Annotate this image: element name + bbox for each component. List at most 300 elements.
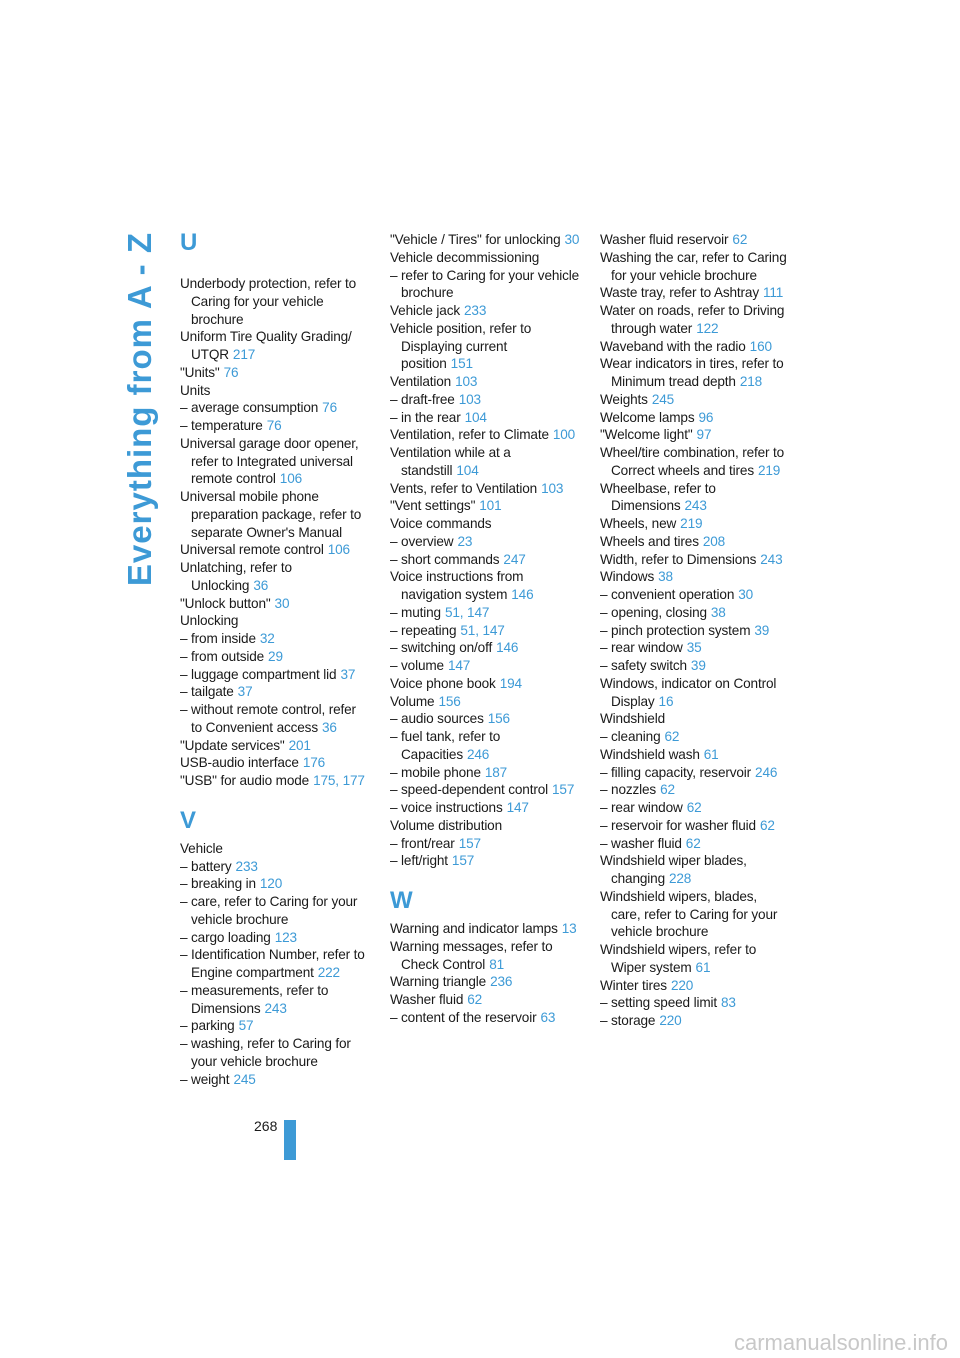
index-entry-text: Volume distribution xyxy=(390,817,503,833)
index-entry-text: Universal remote control xyxy=(180,542,324,558)
index-entry-text: USB-audio interface xyxy=(180,755,299,771)
page-reference-link[interactable]: 100 xyxy=(552,427,576,443)
page-reference-link[interactable]: 29 xyxy=(268,648,283,664)
index-entry-text: – care, refer to Caring for your vehicle brochure xyxy=(180,894,358,927)
index-entry-text: Warning and indicator lamps xyxy=(390,921,558,936)
index-entry-text: "Vent settings" xyxy=(390,498,476,514)
page-reference-link[interactable]: 236 xyxy=(490,974,513,990)
page-ref-separator: , xyxy=(335,773,343,788)
page-reference-link[interactable]: 175 xyxy=(313,773,336,788)
index-entry xyxy=(600,604,790,622)
index-entry xyxy=(600,426,790,444)
page-reference-link[interactable]: 76 xyxy=(322,400,337,416)
page-reference-link[interactable]: 157 xyxy=(458,835,481,851)
page-reference-link[interactable]: 233 xyxy=(464,303,487,318)
index-entry xyxy=(390,426,580,444)
page-reference-link[interactable]: 233 xyxy=(235,858,258,874)
index-entry-text: – breaking in xyxy=(180,876,256,892)
index-entry xyxy=(390,249,580,267)
page-reference-link[interactable]: 32 xyxy=(259,631,275,646)
page-reference-link[interactable]: 36 xyxy=(321,719,337,735)
index-entry xyxy=(180,275,370,328)
index-entry-text: – filling capacity, reservoir xyxy=(600,764,752,780)
index-entry-text: Unlocking xyxy=(180,613,239,629)
index-entry xyxy=(600,533,790,551)
index-entry-text: Voice instructions from navigation system xyxy=(390,569,524,602)
page-reference-link[interactable]: 76 xyxy=(266,418,282,433)
page-reference-link[interactable]: 13 xyxy=(561,921,577,936)
index-entry-text: Ventilation xyxy=(390,374,452,389)
index-entry xyxy=(390,622,580,640)
index-entry xyxy=(600,888,790,941)
page-reference-link[interactable]: 228 xyxy=(668,871,692,886)
page-reference-link[interactable]: 97 xyxy=(696,427,712,443)
index-entry xyxy=(390,835,580,853)
index-entry-text: – speed-dependent control xyxy=(390,782,548,798)
index-entry-text: – from outside xyxy=(180,648,265,664)
page-reference-link[interactable]: 104 xyxy=(464,409,487,425)
page-reference-link[interactable]: 208 xyxy=(702,533,726,549)
index-entry xyxy=(390,991,580,1009)
page-reference-link[interactable]: 106 xyxy=(279,471,303,487)
index-entry xyxy=(600,586,790,604)
page-reference-link[interactable]: 176 xyxy=(302,755,326,771)
index-entry xyxy=(180,772,370,790)
index-entry-text: Wheels, new xyxy=(600,516,677,531)
section-title: Everything from A - Z xyxy=(121,232,158,587)
index-entry xyxy=(180,666,370,684)
page-reference-link[interactable]: 220 xyxy=(670,977,694,993)
index-entry xyxy=(390,710,580,728)
index-entry xyxy=(180,488,370,541)
index-entry xyxy=(600,355,790,391)
page-reference-link[interactable]: 37 xyxy=(237,684,253,700)
index-entry-text: Warning triangle xyxy=(390,974,487,990)
index-entry xyxy=(600,568,790,586)
page-reference-link[interactable]: 62 xyxy=(685,835,701,851)
index-entry xyxy=(390,781,580,799)
page-reference-link[interactable]: 30 xyxy=(738,587,754,602)
index-entry xyxy=(600,835,790,853)
index-entry-text: – tailgate xyxy=(180,684,234,700)
page-reference-link[interactable]: 38 xyxy=(658,569,673,585)
index-entry-text: – measurements, refer to Dimensions xyxy=(180,982,329,1016)
page-reference-link[interactable]: 104 xyxy=(456,462,479,478)
index-entry-text: – short commands xyxy=(390,551,500,567)
index-entry xyxy=(390,391,580,409)
index-entry xyxy=(600,764,790,782)
page-reference-link[interactable]: 23 xyxy=(457,533,473,549)
index-entry xyxy=(390,302,580,320)
page-ref-separator: , xyxy=(459,604,468,620)
index-entry xyxy=(600,480,790,516)
index-entry-text: – setting speed limit xyxy=(600,995,717,1011)
index-entry-text: Windshield wiper blades, changing xyxy=(600,853,747,886)
page-reference-link[interactable]: 30 xyxy=(564,232,580,247)
page-reference-link[interactable]: 120 xyxy=(259,876,283,892)
index-entry xyxy=(390,938,580,974)
page-reference-link[interactable]: 217 xyxy=(232,347,256,362)
index-entry-text: Windshield xyxy=(600,711,665,727)
index-entry-text: Width, refer to Dimensions xyxy=(600,551,757,567)
index-entry-text: Windshield wash xyxy=(600,746,700,762)
index-entry xyxy=(600,1012,790,1030)
index-entry xyxy=(390,480,580,498)
page-reference-link[interactable]: 101 xyxy=(479,498,502,514)
page-reference-link[interactable]: 147 xyxy=(482,622,505,638)
page-reference-link[interactable]: 246 xyxy=(755,764,778,780)
index-entry-text: – washer fluid xyxy=(600,835,682,851)
index-entry-text: Wheelbase, refer to Dimensions xyxy=(600,480,716,514)
page-reference-link[interactable]: 157 xyxy=(451,853,475,869)
index-entry-text: – mobile phone xyxy=(390,764,481,780)
index-column-3 xyxy=(600,231,790,1030)
watermark: carmanualsonline.info xyxy=(733,1330,948,1355)
index-entry xyxy=(180,541,370,559)
page-reference-link[interactable]: 103 xyxy=(458,391,481,407)
index-entry xyxy=(390,817,580,835)
index-entry-text: Uniform Tire Quality Grading/ UTQR xyxy=(180,329,352,362)
index-entry-text: – Identification Number, refer to Engine compartment xyxy=(180,947,365,980)
index-entry xyxy=(180,982,370,1018)
page-reference-link[interactable]: 51 xyxy=(444,604,460,620)
index-entry xyxy=(390,604,580,622)
index-entry xyxy=(390,728,580,764)
page-reference-link[interactable]: 123 xyxy=(274,929,297,945)
index-entry xyxy=(180,840,370,858)
page-reference-link[interactable]: 62 xyxy=(664,729,680,744)
page-reference-link[interactable]: 160 xyxy=(749,338,772,354)
index-entry xyxy=(390,231,580,249)
index-entry-text: – rear window xyxy=(600,640,683,656)
index-entry xyxy=(390,533,580,551)
index-entry-text: Wheel/tire combination, refer to Correct wheels and tires xyxy=(600,445,785,478)
page-reference-link[interactable]: 103 xyxy=(541,480,564,496)
index-entry xyxy=(180,648,370,666)
index-entry-text: – in the rear xyxy=(390,409,461,425)
index-entry xyxy=(390,693,580,711)
index-entry-text: Waste tray, refer to Ashtray xyxy=(600,285,759,301)
index-entry-text: – left/right xyxy=(390,853,448,869)
index-entry xyxy=(600,551,790,569)
index-entry xyxy=(390,799,580,817)
index-entry-text: – battery xyxy=(180,858,232,874)
index-entry xyxy=(390,320,580,373)
index-entry-text: – switching on/off xyxy=(390,640,493,656)
index-entry-text: Vehicle xyxy=(180,840,223,856)
index-entry xyxy=(600,231,790,249)
page-marker-bar xyxy=(284,1120,296,1160)
page-number: 268 xyxy=(254,1118,278,1134)
index-entry xyxy=(600,391,790,409)
page-reference-link[interactable]: 16 xyxy=(658,693,674,709)
index-entry xyxy=(390,444,580,480)
index-entry xyxy=(600,515,790,533)
index-entry xyxy=(180,929,370,947)
index-entry xyxy=(600,781,790,799)
page-reference-link[interactable]: 62 xyxy=(686,800,702,815)
index-entry-text: Vehicle decommissioning xyxy=(390,249,540,265)
index-entry-text: Vents, refer to Ventilation xyxy=(390,480,538,496)
index-entry xyxy=(180,417,370,435)
page-reference-link[interactable]: 245 xyxy=(233,1071,256,1087)
index-entry xyxy=(180,559,370,595)
index-entry xyxy=(600,817,790,835)
index-entry xyxy=(600,746,790,764)
index-entry xyxy=(390,497,580,515)
page-reference-link[interactable]: 36 xyxy=(253,577,269,593)
page-reference-link[interactable]: 83 xyxy=(721,995,736,1011)
index-entry-text: Underbody protection, refer to Caring for your vehicle brochure xyxy=(180,276,357,327)
page-reference-link[interactable]: 62 xyxy=(467,992,483,1007)
index-entry-text: Wheels and tires xyxy=(600,533,699,549)
index-entry-text: "Units" xyxy=(180,364,220,380)
page-reference-link[interactable]: 63 xyxy=(540,1009,556,1025)
index-entry-text: Voice phone book xyxy=(390,675,496,691)
page-reference-link[interactable]: 38 xyxy=(710,604,726,620)
page-reference-link[interactable]: 157 xyxy=(552,782,575,798)
index-entry xyxy=(390,675,580,693)
page-reference-link[interactable]: 111 xyxy=(762,285,784,301)
page-reference-link[interactable]: 245 xyxy=(651,391,675,407)
index-entry xyxy=(600,852,790,888)
page-reference-link[interactable]: 51 xyxy=(460,622,476,638)
index-entry xyxy=(180,858,370,876)
page-reference-link[interactable]: 247 xyxy=(503,551,526,567)
index-entry xyxy=(180,701,370,737)
index-entry xyxy=(180,382,370,400)
index-entry-text: – voice instructions xyxy=(390,800,503,815)
index-entry-text: Windshield wipers, blades, care, refer to Caring for your vehicle brochure xyxy=(600,888,778,940)
index-entry-text: – refer to Caring for your vehicle brochure xyxy=(390,267,580,301)
page-reference-link[interactable]: 106 xyxy=(327,542,350,558)
index-entry xyxy=(390,568,580,604)
index-letter-heading: V xyxy=(180,806,196,834)
index-entry-text: – cleaning xyxy=(600,729,661,744)
page-reference-link[interactable]: 219 xyxy=(757,462,781,478)
index-entry-text: – fuel tank, refer to Capacities xyxy=(390,729,501,762)
index-entry-text: Welcome lamps xyxy=(600,409,695,425)
index-column-1 xyxy=(180,231,370,1088)
index-entry xyxy=(390,973,580,991)
index-entry-text: – content of the reservoir xyxy=(390,1009,537,1025)
index-entry xyxy=(180,946,370,982)
page-reference-link[interactable]: 62 xyxy=(660,782,675,798)
index-entry xyxy=(600,249,790,285)
index-entry xyxy=(180,630,370,648)
page-reference-link[interactable]: 122 xyxy=(696,320,719,336)
page-reference-link[interactable]: 147 xyxy=(447,658,471,673)
index-entry xyxy=(600,799,790,817)
page-reference-link[interactable]: 30 xyxy=(274,595,290,611)
index-entry xyxy=(180,328,370,364)
index-entry-text: – repeating xyxy=(390,622,457,638)
index-entry-text: – pinch protection system xyxy=(600,622,751,638)
index-entry xyxy=(600,622,790,640)
index-entry-text: Wear indicators in tires, refer to Minimum tread depth xyxy=(600,356,784,389)
index-entry-text: – draft-free xyxy=(390,391,455,407)
index-entry-text: Vehicle position, refer to Displaying current position xyxy=(390,320,532,372)
page-reference-link[interactable]: 37 xyxy=(340,666,356,682)
index-entry-text: Vehicle jack xyxy=(390,303,460,318)
page-reference-link[interactable]: 147 xyxy=(467,604,490,620)
index-entry-text: Windshield wipers, refer to Wiper system xyxy=(600,942,757,975)
index-entry-text: Windows xyxy=(600,569,655,585)
page-reference-link[interactable]: 61 xyxy=(703,746,719,762)
page-reference-link[interactable]: 177 xyxy=(342,773,365,788)
index-entry xyxy=(600,994,790,1012)
index-entry-text: – from inside xyxy=(180,631,256,646)
index-entry-text: Washer fluid xyxy=(390,992,464,1007)
index-entry-text: – washing, refer to Caring for your vehicle brochure xyxy=(180,1036,351,1069)
page-reference-link[interactable]: 219 xyxy=(680,516,703,531)
page-reference-link[interactable]: 39 xyxy=(690,658,706,673)
index-entry-text: – temperature xyxy=(180,418,263,433)
index-entry xyxy=(390,267,580,303)
page-reference-link[interactable]: 243 xyxy=(264,1000,287,1016)
index-letter-heading: W xyxy=(390,887,413,914)
index-entry xyxy=(180,737,370,755)
index-entry xyxy=(180,595,370,613)
index-entry xyxy=(180,435,370,488)
page-reference-link[interactable]: 222 xyxy=(317,965,340,980)
page-reference-link[interactable]: 187 xyxy=(484,764,508,780)
index-entry-text: – rear window xyxy=(600,800,683,815)
index-entry-text: Universal mobile phone preparation package, refer to separate Owner's Manual xyxy=(180,489,362,540)
page-reference-link[interactable]: 218 xyxy=(739,374,763,389)
index-entry-text: – average consumption xyxy=(180,400,319,416)
index-entry xyxy=(600,710,790,728)
index-entry xyxy=(180,399,370,417)
index-entry-text: – muting xyxy=(390,604,441,620)
page-reference-link[interactable]: 61 xyxy=(695,959,711,975)
index-entry-text: – nozzles xyxy=(600,782,657,798)
index-entry xyxy=(180,893,370,929)
page-reference-link[interactable]: 220 xyxy=(659,1013,682,1028)
index-entry-text: – without remote control, refer to Convenient access xyxy=(180,702,356,735)
page-reference-link[interactable]: 201 xyxy=(288,737,311,753)
index-entry xyxy=(390,551,580,569)
index-entry xyxy=(600,728,790,746)
index-entry-text: Voice commands xyxy=(390,516,492,531)
page-reference-link[interactable]: 146 xyxy=(496,640,519,656)
page-reference-link[interactable]: 96 xyxy=(698,409,714,425)
page-reference-link[interactable]: 243 xyxy=(760,551,783,567)
index-entry-text: "Update services" xyxy=(180,737,285,753)
page-reference-link[interactable]: 147 xyxy=(506,800,529,815)
page-reference-link[interactable]: 35 xyxy=(686,640,702,656)
index-entry xyxy=(600,338,790,356)
index-entry xyxy=(180,1035,370,1071)
index-entry-text: – parking xyxy=(180,1018,235,1034)
index-entry xyxy=(600,302,790,338)
index-entry-text: – convenient operation xyxy=(600,587,735,602)
index-entry-text: Winter tires xyxy=(600,977,667,993)
page-reference-link[interactable]: 62 xyxy=(732,232,748,247)
index-entry-text: Ventilation while at a standstill xyxy=(390,445,511,478)
index-entry-text: – storage xyxy=(600,1013,656,1028)
page-reference-link[interactable]: 76 xyxy=(223,364,239,380)
index-entry-text: "Vehicle / Tires" for unlocking xyxy=(390,232,561,247)
index-entry xyxy=(180,612,370,630)
page-reference-link[interactable]: 146 xyxy=(511,587,534,602)
index-column-2 xyxy=(390,231,580,1027)
index-entry xyxy=(390,920,580,938)
index-entry xyxy=(390,1009,580,1027)
index-entry-text: Universal garage door opener, refer to Integrated universal remote control xyxy=(180,435,359,487)
page-reference-link[interactable]: 243 xyxy=(684,498,707,514)
index-entry-text: – front/rear xyxy=(390,835,455,851)
index-entry-text: Volume xyxy=(390,693,435,709)
index-entry-text: "USB" for audio mode xyxy=(180,773,310,788)
index-entry xyxy=(600,284,790,302)
index-entry-text: – audio sources xyxy=(390,711,484,727)
index-entry xyxy=(180,1017,370,1035)
page-reference-link[interactable]: 194 xyxy=(499,675,522,691)
index-entry-text: Unlatching, refer to Unlocking xyxy=(180,560,292,593)
index-entry-text: – cargo loading xyxy=(180,929,271,945)
page-reference-link[interactable]: 246 xyxy=(466,746,490,762)
index-entry xyxy=(390,852,580,870)
index-entry-text: Weights xyxy=(600,391,648,407)
index-entry xyxy=(180,1071,370,1089)
index-entry-text: – volume xyxy=(390,658,444,673)
page-reference-link[interactable]: 156 xyxy=(438,693,461,709)
index-letter-heading: U xyxy=(180,229,198,256)
index-entry xyxy=(390,639,580,657)
page-reference-link[interactable]: 62 xyxy=(759,817,775,833)
page-reference-link[interactable]: 39 xyxy=(754,622,770,638)
index-entry xyxy=(390,515,580,533)
index-entry xyxy=(180,754,370,772)
index-entry-text: Ventilation, refer to Climate xyxy=(390,427,549,443)
page-ref-separator: , xyxy=(475,622,483,638)
index-entry-text: Warning messages, refer to Check Control xyxy=(390,938,553,972)
index-entry-text: – safety switch xyxy=(600,658,687,673)
index-entry xyxy=(390,373,580,391)
page-reference-link[interactable]: 57 xyxy=(238,1018,254,1034)
index-entry-text: "Unlock button" xyxy=(180,595,271,611)
index-entry xyxy=(180,364,370,382)
index-entry xyxy=(600,657,790,675)
index-entry-text: – reservoir for washer fluid xyxy=(600,817,756,833)
index-entry xyxy=(180,875,370,893)
index-entry-text: – opening, closing xyxy=(600,604,707,620)
index-entry xyxy=(600,941,790,977)
page-reference-link[interactable]: 151 xyxy=(450,356,473,372)
page-reference-link[interactable]: 81 xyxy=(489,956,505,972)
page-reference-link[interactable]: 156 xyxy=(487,711,510,727)
index-entry xyxy=(390,657,580,675)
index-entry xyxy=(600,675,790,711)
index-entry-text: Washing the car, refer to Caring for your vehicle brochure xyxy=(600,249,787,283)
index-entry-text: Waveband with the radio xyxy=(600,338,746,354)
index-entry-text: – luggage compartment lid xyxy=(180,666,337,682)
index-entry-text: "Welcome light" xyxy=(600,427,693,443)
index-entry xyxy=(600,639,790,657)
index-entry xyxy=(600,977,790,995)
index-entry-text: Windows, indicator on Control Display xyxy=(600,675,777,709)
index-entry-text: – overview xyxy=(390,533,454,549)
index-entry xyxy=(180,683,370,701)
index-entry-text: Washer fluid reservoir xyxy=(600,232,729,247)
index-entry xyxy=(390,764,580,782)
index-entry xyxy=(600,444,790,480)
index-entry xyxy=(600,409,790,427)
page-reference-link[interactable]: 103 xyxy=(455,374,478,389)
index-entry-text: Water on roads, refer to Driving through water xyxy=(600,303,785,336)
index-entry-text: Units xyxy=(180,382,211,398)
